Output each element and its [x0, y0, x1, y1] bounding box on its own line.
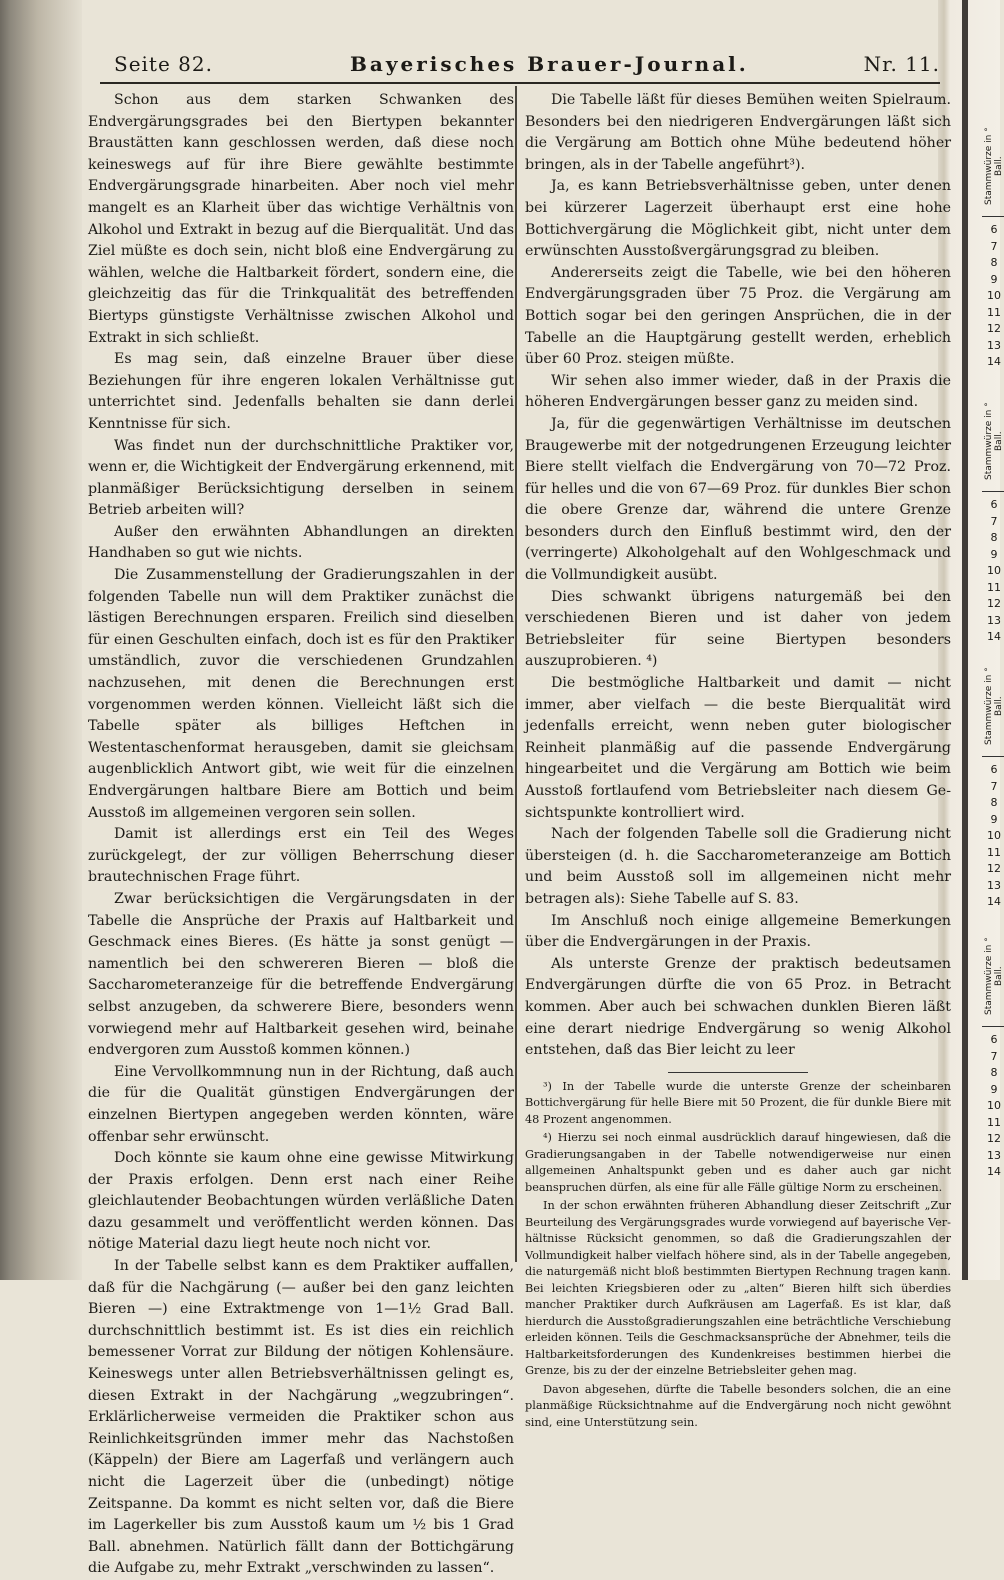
journal-title: Bayerisches Brauer-Journal.	[350, 52, 749, 76]
right-column	[525, 90, 951, 1433]
side-tab-rule	[982, 1026, 1004, 1027]
side-tab-numbers: 6 7 8 9 10 11 12 13 14	[987, 498, 1001, 643]
paragraph: Außer den erwähnten Abhandlungen an direkten Handhaben so gut wie nichts.	[88, 523, 514, 562]
paragraph: Als unterste Grenze der praktisch bedeutsamen Endvergärungen dürfte die von 65 Proz. in Betracht kommen. Aber auch bei schwachen dunklen Bieren läßt eine derart niedrige Endvergärung so wenig Alkohol entstehen, daß das Bier leicht zu leer	[525, 955, 951, 1059]
paragraph: Die Tabelle läßt für dieses Bemühen weiten Spielraum. Besonders bei den niedrigeren Endvergärungen läßt sich die Vergärung am Bottich ohne Mühe bedeutend höher bringen, als in der Tabelle angeführt³).	[525, 92, 951, 173]
paragraph: Die Zusammenstellung der Gradierungszahlen in der folgenden Tabelle nun will dem Praktiker zunächst die lästigen Berechnungen ersparen. Freilich sind dieselben für einen Geschulten einfach, doch ist es für den Praktiker umständlich, zuvor die verschiedenen Grundzahlen nachzusehen, mit denen die Berechnungen erst vorgenommen werden können. Vielleicht läßt sich die Tabelle später als billiges Heftchen in Westentaschenformat herausgeben, damit sie gleichsam augenblicklich Antwort gibt, wie weit für die einzelnen Endvergärungen haltbare Biere am Bottich und beim Ausstoß im allgemeinen vergoren sein sollen.	[88, 567, 514, 821]
side-tab-numbers: 6 7 8 9 10 11 12 13 14	[987, 763, 1001, 908]
paragraph: In der Tabelle selbst kann es dem Praktiker auffallen, daß für die Nachgärung (— außer bei den ganz leichten Bieren —) eine Extraktmenge von 1—1½ Grad Ball. durchschnittlich bestimmt ist. Es ist dies ein reichlich bemessener Vorrat zur Bildung der nötigen Kohlensäure. Keineswegs unter allen Betriebsverhältnissen gelingt es, diesen Extrakt in der Nachgärung „wegzubringen“. Erklärlicherweise vermeiden die Praktiker schon aus Reinlichkeitsgründen immer mehr das Nachstoßen (Käppeln) der Biere am Lagerfaß und verlängern auch nicht die Lagerzeit über die (unbedingt) nötige Zeitspanne. Da kommt es nicht selten vor, daß die Biere im Lagerkeller bis zum Ausstoß kaum um ½ bis 1 Grad Ball. abnehmen. Natürlich fällt dann der Bottichgärung die Aufgabe zu, mehr Extrakt „verschwinden zu lassen“.	[88, 1258, 514, 1577]
book-gutter	[0, 0, 82, 1280]
header-rule	[100, 82, 940, 84]
footnote: Davon abgesehen, dürfte die Tabelle besonders solchen, die an eine planmäßige Rücksichtnahme auf die Endvergärung noch nicht gewöhnt sind, eine Unterstützung sein.	[525, 1382, 951, 1429]
paragraph: Schon aus dem starken Schwanken des Endvergärungsgrades bei den Biertypen bekannter Braustätten kann geschlossen werden, daß diese noch keineswegs auf für ihre Biere gewählte bestimmte Endvergärungsgrade hinarbeiten. Aber noch viel mehr mangelt es an Klarheit über das wichtige Verhältnis von Alkohol und Extrakt in bezug auf die Bierqualität. Und das Ziel müßte es doch sein, nicht bloß eine Endvergärung zu wählen, welche die Haltbarkeit fördert, sondern eine, die gleichzeitig das für die Trinkqualität des betreffenden Biertyps günstigste Verhältnisse zwischen Alkohol und Extrakt in sich schließt.	[88, 92, 514, 346]
paragraph: Dies schwankt übrigens naturgemäß bei den verschiedenen Bieren und ist daher von jedem Betriebsleiter für seine Biertypen besonders auszuprobieren. ⁴)	[525, 588, 951, 670]
paragraph: Eine Vervollkommnung nun in der Richtung, daß auch die für die Qualität günstigen Endvergärungen der einzelnen Biertypen angegeben werden könnten, wäre offenbar sehr erwünscht.	[88, 1063, 514, 1145]
paragraph: Andererseits zeigt die Tabelle, wie bei den höheren Endvergärungsgraden über 75 Proz. die Vergärung am Bottich sogar bei den geringen Ansprüchen, die in der Tabelle an die Hauptgärung gestellt werden, erheblich über 60 Proz. steigen müßte.	[525, 264, 951, 368]
page-number: Seite 82.	[114, 52, 213, 76]
paragraph: Es mag sein, daß einzelne Brauer über diese Beziehungen für ihre engeren lokalen Verhältnisse gut unterrichtet sind. Jedenfalls behalten sie dann derlei Kenntnisse für sich.	[88, 351, 514, 432]
paragraph: Doch könnte sie kaum ohne eine gewisse Mitwirkung der Praxis erfolgen. Denn erst nach einer Reihe gleichlautender Beobachtungen würden verläßliche Daten dazu gesammelt und veröffentlicht werden können. Das nötige Material dazu liegt heute noch nicht vor.	[88, 1150, 514, 1253]
side-tab-label: Stammwürze in ° Ball.	[984, 937, 1004, 1015]
paragraph: Was findet nun der durchschnittliche Praktiker vor, wenn er, die Wichtigkeit der Endvergärung erkennend, mit planmäßiger Berücksichtigung derselben in seinem Betrieb arbeiten will?	[88, 437, 515, 519]
side-tab-rule	[982, 216, 1004, 217]
side-tab-label: Stammwürze in ° Ball.	[984, 127, 1004, 205]
footnote: ⁴) Hierzu sei noch einmal ausdrücklich darauf hingewiesen, daß die Gradierungsangaben in der Tabelle notwendigerweise nur einen allgemeinen Anhaltspunkt geben und es daher auch gar nicht beanspruchen dürfen, als eine für alle Fälle gültige Norm zu erscheinen.	[525, 1131, 951, 1194]
footnotes	[525, 1072, 951, 1432]
paragraph: Im Anschluß noch einige allgemeine Bemerkungen über die Endvergärungen in der Praxis.	[525, 912, 951, 951]
column-divider	[515, 86, 517, 1262]
issue-number: Nr. 11.	[863, 52, 940, 76]
side-tab-label: Stammwürze in ° Ball.	[984, 667, 1004, 745]
page-spine	[962, 0, 968, 1280]
side-tab-label: Stammwürze in ° Ball.	[984, 402, 1004, 480]
paragraph: Zwar berücksichtigen die Vergärungsdaten in der Tabelle die Ansprüche der Praxis auf Haltbarkeit und Geschmack eines Bieres. (Es hätte ja sonst genügt — namentlich bei den schwereren Bieren — bloß die Saccharometeranzeige für die betreffende Endvergärung selbst anzugeben, da schwerere Biere, besonders wenn vorwiegend mehr auf Haltbarkeit gesehen wird, beinahe endvergoren zum Ausstoß kommen können.)	[88, 890, 514, 1059]
paragraph: Wir sehen also immer wieder, daß in der Praxis die höheren Endvergärungen besser ganz zu meiden sind.	[525, 372, 951, 411]
footnote-rule	[668, 1072, 808, 1073]
paragraph: Ja, für die gegenwärtigen Verhältnisse im deutschen Braugewerbe mit der notgedrungenen Erzeugung leichter Biere stellt vielfach die Endvergärung von 70—72 Proz. für helles und die von 67—69 Proz. für dunkles Bier schon die obere Grenze dar, während die untere Grenze besonders durch den Einfluß bestimmt wird, den der (verringerte) Alkoholgehalt auf den Wohlgeschmack und die Vollmundigkeit ausübt.	[525, 415, 951, 584]
side-tab-numbers: 6 7 8 9 10 11 12 13 14	[987, 223, 1001, 368]
running-header	[100, 52, 940, 86]
footnote: In der schon erwähnten früheren Abhandlung dieser Zeitschrift „Zur Beurteilung des Vergärungsgrades wurde vorwiegend auf bayerische Verhältnisse Rücksicht genommen, so daß die Gradierungszahlen der Vollmundigkeit halber vielfach höhere sind, als in der Tabelle angegeben, die naturgemäß nicht bloß bestimmten Biertypen Rechnung tragen kann. Bei leichten Kriegsbieren oder zu „alten“ Bieren hilft sich überdies mancher Praktiker durch Aufkräusen am Lagerfaß. Es ist klar, daß hierdurch die Ausstoßgradierungszahlen eine beträchtliche Verschiebung erleiden können. Teils die Geschmacksansprüche der Abnehmer, teils die Haltbarkeitsforderungen des Kundenkreises bestimmen hierbei die Grenze, bis zu der der einzelne Betriebsleiter gehen mag.	[525, 1199, 951, 1378]
paragraph: Damit ist allerdings erst ein Teil des Weges zurückgelegt, der zur völligen Beherrschung dieser brautechnischen Frage führt.	[88, 826, 514, 886]
paragraph: Nach der folgenden Tabelle soll die Gradierung nicht übersteigen (d. h. die Saccharometeranzeige am Bottich und beim Ausstoß soll im allgemeinen nicht mehr betragen als): Siehe Tabelle auf S. 83.	[525, 826, 951, 907]
side-tab-numbers: 6 7 8 9 10 11 12 13 14	[987, 1033, 1001, 1178]
paragraph: Ja, es kann Betriebsverhältnisse geben, unter denen bei kürzerer Lagerzeit überhaupt erst eine hohe Bottichvergärung die Möglichkeit gibt, nicht unter dem erwünschten Ausstoßvergärungsgrad zu bleiben.	[525, 178, 951, 260]
side-tab-rule	[982, 491, 1004, 492]
footnote: ³) In der Tabelle wurde die unterste Grenze der scheinbaren Bottichvergärung für helle Biere mit 50 Prozent, die für dunkle Biere mit 48 Prozent angenommen.	[525, 1079, 951, 1126]
left-column	[88, 90, 514, 1580]
paragraph: Die bestmögliche Haltbarkeit und damit — nicht immer, aber vielfach — die beste Bierqualität wird jedenfalls erreicht, wenn neben guter biologischer Reinheit planmäßig auf die passende Endvergärung hingearbeitet und die Vergärung am Bottich wie beim Ausstoß fortlaufend vom Betriebsleiter nach diesem Gesichtspunkte kontrolliert wird.	[525, 675, 951, 821]
side-tab-rule	[982, 756, 1004, 757]
